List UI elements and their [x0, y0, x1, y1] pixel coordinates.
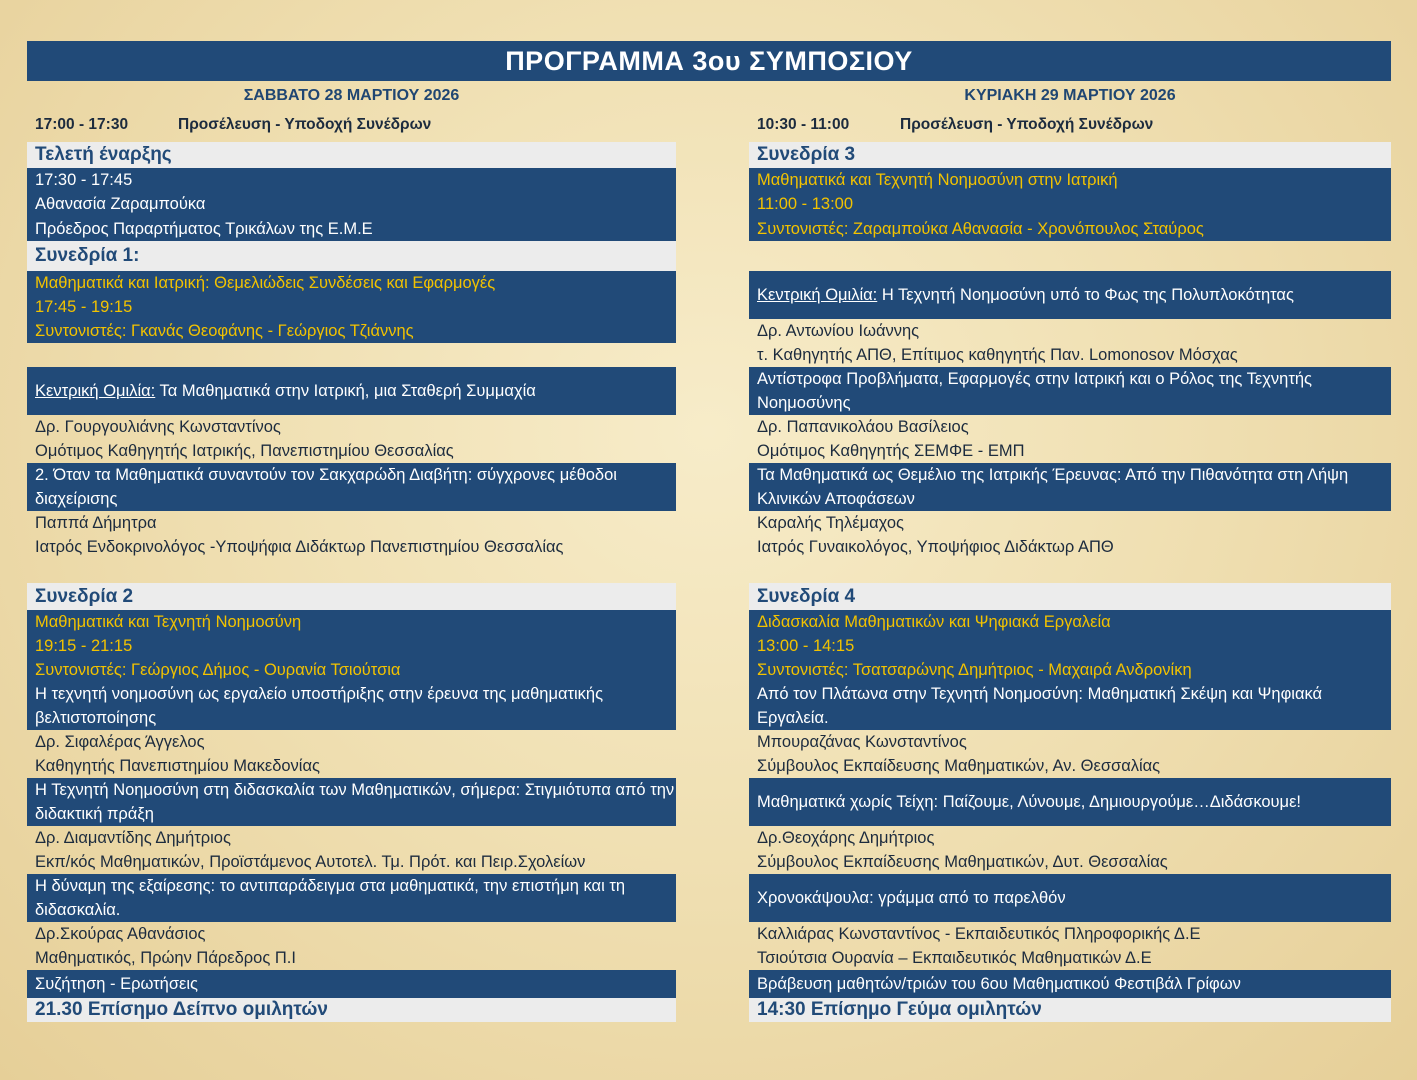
row-text: τ. Καθηγητής ΑΠΘ, Επίτιμος καθηγητής Παν. Lomonosov Μόσχας: [757, 346, 1238, 364]
schedule-row: [27, 367, 676, 415]
spacer: [749, 241, 1391, 271]
arrival-time: 10:30 - 11:00: [757, 116, 850, 133]
schedule-row: [27, 583, 676, 610]
row-text: Η δύναμη της εξαίρεσης: το αντιπαράδειγμα στα μαθηματικά, την επιστήμη και τη διδασκαλία.: [35, 877, 626, 919]
schedule-row: [749, 778, 1391, 826]
schedule-row: [27, 826, 676, 850]
schedule-row: [749, 754, 1391, 778]
schedule-row: [749, 216, 1391, 241]
schedule-row: [27, 319, 676, 343]
row-text: Συζήτηση - Ερωτήσεις: [35, 975, 198, 993]
row-text: Σύμβουλος Εκπαίδευσης Μαθηματικών, Αν. Θεσσαλίας: [757, 757, 1161, 775]
row-text: 17:30 - 17:45: [35, 171, 133, 189]
row-text: Συντονιστές: Ζαραμπούκα Αθανασία - Χρονόπουλος Σταύρος: [757, 219, 1204, 238]
row-text: Χρονοκάψουλα: γράμμα από το παρελθόν: [757, 889, 1066, 907]
row-text: Εκπ/κός Μαθηματικών, Προϊστάμενος Αυτοτελ. Τμ. Πρότ. και Πειρ.Σχολείων: [35, 853, 586, 871]
schedule-row: [27, 535, 676, 559]
row-text: [757, 283, 1294, 307]
spacer: [749, 559, 1391, 583]
row-text: Αθανασία Ζαραμπούκα: [35, 195, 206, 213]
row-text: Διδασκαλία Μαθηματικών και Ψηφιακά Εργαλεία: [757, 613, 1111, 631]
schedule-row: [27, 142, 676, 168]
schedule-row: [27, 463, 676, 511]
schedule-row: [27, 415, 676, 439]
sunday-schedule: [749, 142, 1391, 1022]
row-text: Βράβευση μαθητών/τριών του 6ου Μαθηματικού Φεστιβάλ Γρίφων: [757, 975, 1241, 993]
schedule-row: [749, 271, 1391, 319]
row-text: Δρ. Γουργουλιάνης Κωνσταντίνος: [35, 418, 281, 436]
schedule-row: [749, 658, 1391, 682]
sunday-arrival: [749, 108, 1391, 142]
schedule-row: [27, 439, 676, 463]
keynote-title: Τα Μαθηματικά στην Ιατρική, μια Σταθερή Συμμαχία: [155, 382, 536, 400]
schedule-row: [749, 415, 1391, 439]
row-text: Συντονιστές: Γκανάς Θεοφάνης - Γεώργιος Τζιάννης: [35, 322, 414, 340]
schedule-row: [27, 754, 676, 778]
schedule-row: [27, 730, 676, 754]
row-text: 2. Όταν τα Μαθηματικά συναντούν τον Σακχαρώδη Διαβήτη: σύγχρονες μέθοδοι διαχείρισης: [35, 466, 617, 508]
row-text: Καθηγητής Πανεπιστημίου Μακεδονίας: [35, 757, 320, 775]
schedule-row: [27, 946, 676, 970]
sunday-column: [749, 84, 1391, 1022]
schedule-row: [749, 826, 1391, 850]
row-text: Συνεδρία 3: [757, 144, 856, 165]
schedule-row: [749, 511, 1391, 535]
row-text: Ομότιμος Καθηγητής Ιατρικής, Πανεπιστημίου Θεσσαλίας: [35, 442, 454, 460]
schedule-row: [27, 271, 676, 295]
row-text: Αντίστροφα Προβλήματα, Εφαρμογές στην Ιατρική και ο Ρόλος της Τεχνητής Νοημοσύνης: [757, 370, 1312, 412]
row-text: 14:30 Επίσημο Γεύμα ομιλητών: [757, 999, 1042, 1020]
row-text: Δρ.Θεοχάρης Δημήτριος: [757, 829, 935, 847]
keynote-label: Κεντρική Ομιλία:: [35, 382, 156, 400]
schedule-row: [27, 850, 676, 874]
row-text: Καραλής Τηλέμαχος: [757, 514, 904, 532]
schedule-row: [27, 295, 676, 319]
row-text: Η τεχνητή νοημοσύνη ως εργαλείο υποστήριξης στην έρευνα της μαθηματικής βελτιστοποίησης: [35, 685, 604, 727]
row-text: Ομότιμος Καθηγητής ΣΕΜΦΕ - ΕΜΠ: [757, 442, 1025, 460]
saturday-date: ΣΑΒΒΑΤΟ 28 ΜΑΡΤΙΟΥ 2026: [243, 87, 460, 104]
row-text: 11:00 - 13:00: [757, 195, 854, 213]
schedule-row: [27, 874, 676, 922]
row-text: Δρ. Διαμαντίδης Δημήτριος: [35, 829, 231, 847]
keynote-label: Κεντρική Ομιλία:: [757, 286, 878, 304]
row-text: Δρ.Σκούρας Αθανάσιος: [35, 925, 206, 943]
schedule-row: [749, 922, 1391, 946]
schedule-row: [27, 511, 676, 535]
schedule-row: [27, 241, 676, 271]
schedule-row: [749, 535, 1391, 559]
arrival-text: Προσέλευση - Υποδοχή Συνέδρων: [900, 116, 1154, 133]
schedule-row: [749, 634, 1391, 658]
row-text: Τσιούτσια Ουρανία – Εκπαιδευτικός Μαθηματικών Δ.Ε: [757, 949, 1152, 967]
row-text: Δρ. Σιφαλέρας Άγγελος: [35, 733, 205, 751]
row-text: Ιατρός Ενδοκρινολόγος -Υποψήφια Διδάκτωρ Πανεπιστημίου Θεσσαλίας: [35, 538, 564, 556]
row-text: [35, 379, 536, 403]
row-text: Μπουραζάνας Κωνσταντίνος: [757, 733, 967, 751]
schedule-row: [27, 922, 676, 946]
saturday-schedule: [27, 142, 676, 1022]
row-text: 17:45 - 19:15: [35, 298, 133, 316]
schedule-row: [27, 168, 676, 192]
keynote-title: Η Τεχνητή Νοημοσύνη υπό το Φως της Πολυπλοκότητας: [877, 286, 1294, 304]
schedule-row: [27, 610, 676, 634]
row-text: Μαθηματικά και Τεχνητή Νοημοσύνη στην Ιατρική: [757, 171, 1118, 189]
sunday-date: ΚΥΡΙΑΚΗ 29 ΜΑΡΤΙΟΥ 2026: [964, 87, 1176, 104]
saturday-arrival: [27, 108, 676, 142]
schedule-row: [749, 946, 1391, 970]
schedule-row: [749, 168, 1391, 192]
schedule-row: [27, 658, 676, 682]
schedule-row: [749, 583, 1391, 610]
schedule-row: [749, 610, 1391, 634]
saturday-column: [27, 84, 676, 1022]
row-text: 21.30 Επίσημο Δείπνο ομιλητών: [35, 999, 328, 1020]
row-text: 19:15 - 21:15: [35, 637, 133, 655]
schedule-row: [749, 192, 1391, 216]
row-text: Η Τεχνητή Νοημοσύνη στη διδασκαλία των Μαθηματικών, σήμερα: Στιγμιότυπα από την διδακτική πράξη: [35, 781, 675, 823]
schedule-row: [27, 998, 676, 1022]
row-text: Συνεδρία 4: [757, 585, 856, 607]
row-text: Σύμβουλος Εκπαίδευσης Μαθηματικών, Δυτ. Θεσσαλίας: [757, 853, 1168, 871]
schedule-row: [27, 778, 676, 826]
row-text: Δρ. Παπανικολάου Βασίλειος: [757, 418, 969, 436]
row-text: Συνεδρία 1:: [35, 245, 140, 266]
row-text: Συντονιστές: Γεώργιος Δήμος - Ουρανία Τσιούτσια: [35, 661, 401, 679]
schedule-row: [749, 682, 1391, 730]
schedule-row: [749, 142, 1391, 168]
schedule-row: [749, 998, 1391, 1022]
spacer: [27, 343, 676, 367]
row-text: Από τον Πλάτωνα στην Τεχνητή Νοημοσύνη: Μαθηματική Σκέψη και Ψηφιακά Εργαλεία.: [757, 685, 1323, 727]
row-text: Μαθηματικά χωρίς Τείχη: Παίζουμε, Λύνουμε, Δημιουργούμε…Διδάσκουμε!: [757, 793, 1302, 811]
schedule-row: [749, 343, 1391, 367]
schedule-row: [27, 970, 676, 998]
row-text: Τα Μαθηματικά ως Θεμέλιο της Ιατρικής Έρευνας: Από την Πιθανότητα στη Λήψη Κλινικών Αποφάσεων: [757, 466, 1349, 508]
row-text: Παππά Δήμητρα: [35, 514, 157, 532]
schedule-row: [27, 216, 676, 241]
row-text: Τελετή έναρξης: [35, 144, 172, 165]
row-text: Συντονιστές: Τσατσαρώνης Δημήτριος - Μαχαιρά Ανδρονίκη: [757, 661, 1192, 679]
row-text: Καλλιάρας Κωνσταντίνος - Εκπαιδευτικός Πληροφορικής Δ.Ε: [757, 925, 1201, 943]
row-text: Ιατρός Γυναικολόγος, Υποψήφιος Διδάκτωρ ΑΠΘ: [757, 538, 1114, 556]
row-text: Μαθηματικά και Ιατρική: Θεμελιώδεις Συνδέσεις και Εφαρμογές: [35, 274, 496, 292]
row-text: Μαθηματικός, Πρώην Πάρεδρος Π.Ι: [35, 949, 296, 967]
schedule-row: [27, 192, 676, 216]
schedule-row: [749, 970, 1391, 998]
program-title: ΠΡΟΓΡΑΜΜΑ 3ου ΣΥΜΠΟΣΙΟΥ: [27, 41, 1391, 81]
row-text: Συνεδρία 2: [35, 585, 134, 607]
row-text: Πρόεδρος Παραρτήματος Τρικάλων της Ε.Μ.Ε: [35, 219, 373, 238]
schedule-row: [749, 463, 1391, 511]
arrival-time: 17:00 - 17:30: [35, 116, 129, 133]
schedule-row: [749, 850, 1391, 874]
row-text: Μαθηματικά και Τεχνητή Νοημοσύνη: [35, 613, 302, 631]
schedule-row: [749, 874, 1391, 922]
schedule-row: [749, 439, 1391, 463]
spacer: [27, 559, 676, 583]
schedule-row: [749, 319, 1391, 343]
arrival-text: Προσέλευση - Υποδοχή Συνέδρων: [178, 116, 432, 133]
schedule-row: [27, 634, 676, 658]
schedule-row: [749, 730, 1391, 754]
schedule-row: [27, 682, 676, 730]
row-text: 13:00 - 14:15: [757, 637, 855, 655]
schedule-row: [749, 367, 1391, 415]
row-text: Δρ. Αντωνίου Ιωάννης: [757, 322, 920, 340]
